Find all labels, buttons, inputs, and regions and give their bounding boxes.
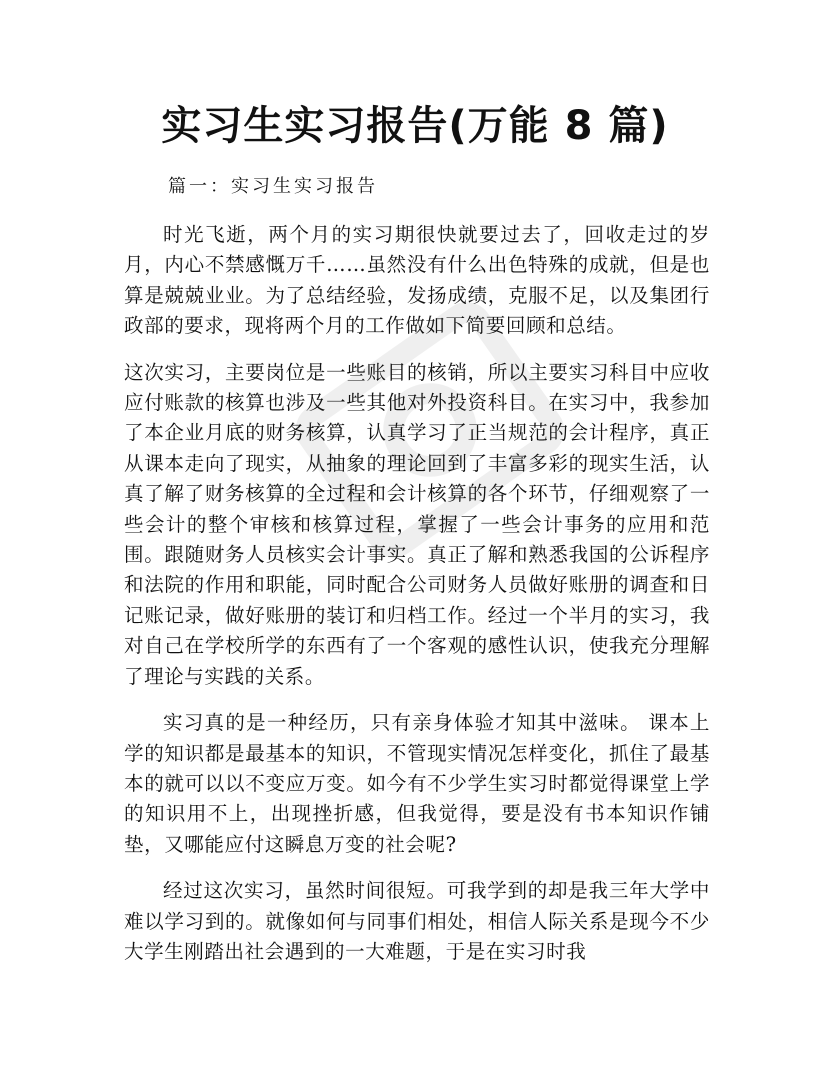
paragraph-4: 经过这次实习，虽然时间很短。可我学到的却是我三年大学中难以学习到的。就像如何与同事们相处，相信人际关系是现今不少大学生刚踏出社会遇到的一大难题，于是在实习时我 bbox=[124, 879, 710, 963]
document-title: 实习生实习报告(万能 8 篇) bbox=[161, 103, 669, 149]
document-body bbox=[124, 220, 710, 983]
paragraph-1: 时光飞逝，两个月的实习期很快就要过去了，回收走过的岁月，内心不禁感慨万千……虽然没有什么出色特殊的成就，但是也算是兢兢业业。为了总结经验，发扬成绩，克服不足，以及集团行政部的要求，现将两个月的工作做如下简要回顾和总结。 bbox=[124, 223, 710, 338]
section-heading: 篇一：实习生实习报告 bbox=[168, 176, 378, 197]
paragraph-3: 实习真的是一种经历，只有亲身体验才知其中滋味。 课本上学的知识都是最基本的知识，不管现实情况怎样变化，抓住了最基本的就可以以不变应万变。如今有不少学生实习时都觉得课堂上学的知识用不上，出现挫折感，但我觉得，要是没有书本知识作铺垫，又哪能应付这瞬息万变的社会呢? bbox=[124, 711, 710, 856]
paragraph-2: 这次实习，主要岗位是一些账目的核销，所以主要实习科目中应收应付账款的核算也涉及一些其他对外投资科目。在实习中，我参加了本企业月底的财务核算，认真学习了正当规范的会计程序，真正从课本走向了现实，从抽象的理论回到了丰富多彩的现实生活，认真了解了财务核算的全过程和会计核算的各个环节，仔细观察了一些会计的整个审核和核算过程，掌握了一些会计事务的应用和范围。跟随财务人员核实会计事实。真正了解和熟悉我国的公诉程序和法院的作用和职能，同时配合公司财务人员做好账册的调查和日记账记录，做好账册的装订和归档工作。经过一个半月的实习，我对自己在学校所学的东西有了一个客观的感性认识，使我充分理解了理论与实践的关系。 bbox=[124, 360, 710, 688]
